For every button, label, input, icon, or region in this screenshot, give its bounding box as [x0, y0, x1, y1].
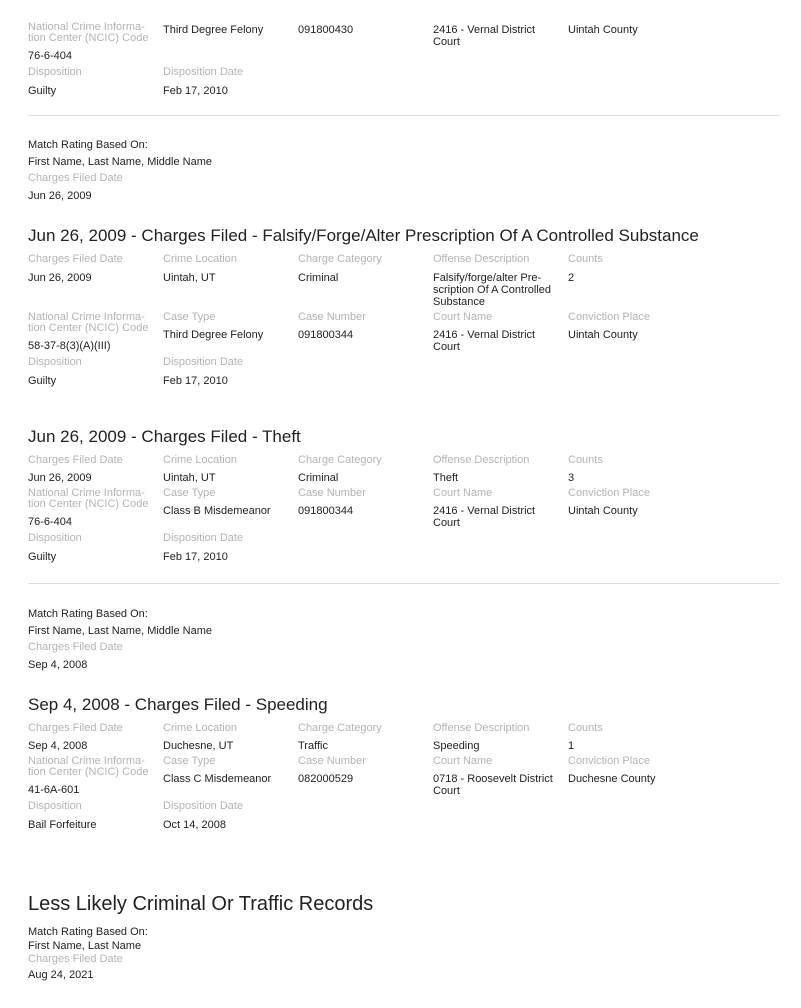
match-rating-block [28, 608, 212, 671]
divider [28, 115, 780, 116]
charges-filed-date-label: Charges Filed Date [28, 253, 123, 265]
counts-label: Counts [568, 253, 603, 265]
disposition-date-value: Feb 17, 2010 [163, 85, 228, 97]
match-rating-label: Match Rating Based On: [28, 139, 148, 151]
offense-description-label: Offense Description [433, 253, 530, 265]
match-rating-value: First Name, Last Name [28, 940, 142, 952]
crime-location-value: Uintah, UT [163, 472, 216, 484]
case-type-label: Case Type [163, 311, 216, 323]
charges-filed-date-value: Jun 26, 2009 [28, 472, 92, 484]
disposition-date-value: Feb 17, 2010 [163, 375, 228, 387]
case-number-value: 091800344 [298, 505, 354, 517]
offense-description-value: Speeding [433, 740, 480, 752]
crime-location-value: Duchesne, UT [163, 740, 234, 752]
match-rating-value: First Name, Last Name, Middle Name [28, 625, 212, 637]
court-name-value: 2416 - Vernal District Court [433, 329, 536, 353]
charge-category-label: Charge Category [298, 454, 382, 466]
ncic-label: National Crime Informa- tion Center (NCIC) Code [28, 21, 149, 44]
case-number-value: 091800430 [298, 24, 354, 36]
disposition-value: Guilty [28, 551, 57, 563]
conviction-place-value: Uintah County [568, 329, 638, 341]
conviction-place-label: Conviction Place [568, 755, 650, 767]
conviction-place-value: Uintah County [568, 24, 638, 36]
record-title: Jun 26, 2009 - Charges Filed - Falsify/Forge/Alter Prescription Of A Controlled Substance [28, 226, 699, 245]
court-name-value: 0718 - Roosevelt District Court [433, 773, 553, 797]
charges-filed-date-label: Charges Filed Date [28, 641, 123, 653]
record-1 [28, 254, 780, 387]
offense-description-label: Offense Description [433, 722, 530, 734]
charges-filed-date-label: Charges Filed Date [28, 172, 123, 184]
counts-label: Counts [568, 722, 603, 734]
record-3 [28, 723, 780, 831]
section-title: Less Likely Criminal Or Traffic Records [28, 893, 374, 915]
disposition-date-label: Disposition Date [163, 800, 244, 812]
disposition-date-label: Disposition Date [163, 532, 244, 544]
offense-description-label: Offense Description [433, 454, 530, 466]
case-type-value: Third Degree Felony [163, 24, 264, 36]
disposition-label: Disposition [28, 800, 82, 812]
record-title: Jun 26, 2009 - Charges Filed - Theft [28, 427, 301, 446]
match-rating-label: Match Rating Based On: [28, 608, 148, 620]
crime-location-value: Uintah, UT [163, 272, 216, 284]
case-type-label: Case Type [163, 755, 216, 767]
court-name-value: 2416 - Vernal District Court [433, 505, 536, 529]
ncic-label: National Crime Informa- tion Center (NCIC) Code [28, 311, 149, 334]
charges-filed-date-value: Aug 24, 2021 [28, 969, 94, 981]
disposition-date-label: Disposition Date [163, 66, 244, 78]
charges-filed-date-label: Charges Filed Date [28, 454, 123, 466]
charge-category-label: Charge Category [298, 253, 382, 265]
counts-value: 2 [568, 272, 575, 284]
conviction-place-label: Conviction Place [568, 311, 650, 323]
disposition-date-value: Oct 14, 2008 [163, 819, 226, 831]
charge-category-value: Criminal [298, 472, 339, 484]
court-name-label: Court Name [433, 487, 493, 499]
crime-location-label: Crime Location [163, 454, 237, 466]
match-rating-label: Match Rating Based On: [28, 926, 148, 938]
offense-description-value: Falsify/forge/alter Pre- scription Of A Controlled Substance [433, 272, 552, 308]
match-rating-block [28, 139, 212, 202]
ncic-value: 76-6-404 [28, 50, 73, 62]
disposition-value: Guilty [28, 375, 57, 387]
case-number-label: Case Number [298, 755, 366, 767]
charges-filed-date-label: Charges Filed Date [28, 953, 123, 965]
ncic-value: 76-6-404 [28, 516, 73, 528]
charge-category-value: Traffic [298, 740, 328, 752]
record-title: Sep 4, 2008 - Charges Filed - Speeding [28, 695, 328, 714]
disposition-value: Bail Forfeiture [28, 819, 97, 831]
case-number-label: Case Number [298, 311, 366, 323]
charges-filed-date-label: Charges Filed Date [28, 722, 123, 734]
counts-label: Counts [568, 454, 603, 466]
crime-location-label: Crime Location [163, 253, 237, 265]
record-0 [28, 22, 780, 97]
disposition-label: Disposition [28, 532, 82, 544]
match-rating-value: First Name, Last Name, Middle Name [28, 156, 212, 168]
disposition-value: Guilty [28, 85, 57, 97]
offense-description-value: Theft [433, 472, 459, 484]
case-type-value: Class B Misdemeanor [163, 505, 271, 517]
conviction-place-value: Duchesne County [568, 773, 656, 785]
court-name-label: Court Name [433, 311, 493, 323]
charges-filed-date-value: Sep 4, 2008 [28, 740, 88, 752]
charges-filed-date-value: Jun 26, 2009 [28, 272, 92, 284]
case-type-value: Third Degree Felony [163, 329, 264, 341]
ncic-label: National Crime Informa- tion Center (NCIC) Code [28, 487, 149, 510]
ncic-value: 41-6A-601 [28, 784, 80, 796]
disposition-date-value: Feb 17, 2010 [163, 551, 228, 563]
disposition-label: Disposition [28, 66, 82, 78]
counts-value: 3 [568, 472, 575, 484]
match-rating-block [28, 926, 148, 981]
counts-value: 1 [568, 740, 575, 752]
case-type-label: Case Type [163, 487, 216, 499]
disposition-date-label: Disposition Date [163, 356, 244, 368]
crime-location-label: Crime Location [163, 722, 237, 734]
case-number-value: 091800344 [298, 329, 354, 341]
ncic-value: 58-37-8(3)(A)(III) [28, 340, 111, 352]
charge-category-label: Charge Category [298, 722, 382, 734]
case-type-value: Class C Misdemeanor [163, 773, 272, 785]
case-number-value: 082000529 [298, 773, 354, 785]
case-number-label: Case Number [298, 487, 366, 499]
divider [28, 583, 780, 584]
court-name-label: Court Name [433, 755, 493, 767]
charges-filed-date-value: Sep 4, 2008 [28, 659, 88, 671]
court-name-value: 2416 - Vernal District Court [433, 24, 536, 48]
charge-category-value: Criminal [298, 272, 339, 284]
charges-filed-date-value: Jun 26, 2009 [28, 190, 92, 202]
disposition-label: Disposition [28, 356, 82, 368]
record-2 [28, 455, 780, 563]
conviction-place-value: Uintah County [568, 505, 638, 517]
ncic-label: National Crime Informa- tion Center (NCIC) Code [28, 755, 149, 778]
conviction-place-label: Conviction Place [568, 487, 650, 499]
